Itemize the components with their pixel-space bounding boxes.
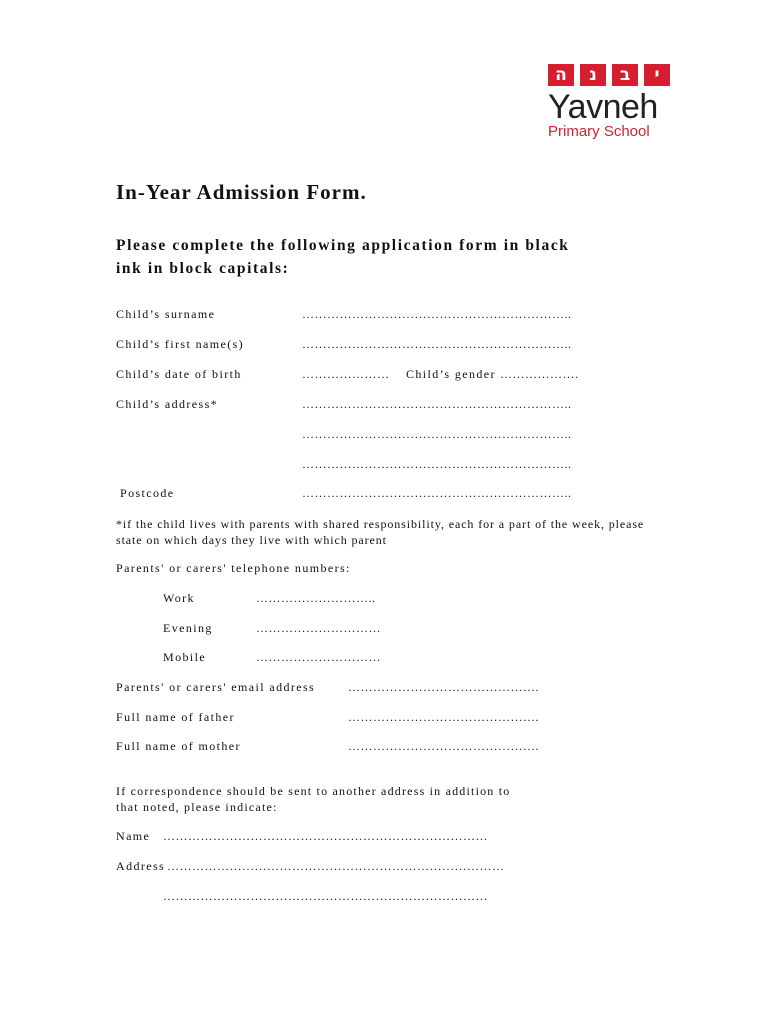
correspondence-name-field[interactable]: …………………………………………………………………… xyxy=(163,829,488,843)
surname-field[interactable]: ……………………………………………………….. xyxy=(302,307,572,321)
evening-phone-label: Evening xyxy=(163,621,213,635)
mobile-phone-label: Mobile xyxy=(163,650,207,664)
correspondence-name-label: Name xyxy=(116,829,151,843)
dob-label: Child’s date of birth xyxy=(116,367,242,381)
school-name: Yavneh xyxy=(548,88,658,126)
mother-name-field[interactable]: ………………………………………. xyxy=(348,739,539,753)
first-name-label: Child’s first name(s) xyxy=(116,337,245,351)
mobile-phone-field[interactable]: ………………………… xyxy=(256,650,381,664)
postcode-field[interactable]: ……………………………………………………….. xyxy=(302,486,572,500)
evening-phone-field[interactable]: ………………………… xyxy=(256,621,381,635)
hebrew-letter: י xyxy=(644,64,670,86)
father-name-field[interactable]: ………………………………………. xyxy=(348,710,539,724)
first-name-field[interactable]: ……………………………………………………….. xyxy=(302,337,572,351)
hebrew-letter: ב xyxy=(612,64,638,86)
postcode-label: Postcode xyxy=(120,486,175,500)
phone-numbers-heading: Parents' or carers' telephone numbers: xyxy=(116,561,351,575)
correspondence-address-field-line-1[interactable]: ……………………………………………………………………… xyxy=(167,859,505,873)
correspondence-address-field-line-2[interactable]: …………………………………………………………………… xyxy=(163,889,488,903)
address-field-line-3[interactable]: ……………………………………………………….. xyxy=(302,457,572,471)
father-name-label: Full name of father xyxy=(116,710,235,724)
work-phone-field[interactable]: ……………………….. xyxy=(256,591,376,605)
hebrew-letter-boxes xyxy=(548,64,680,86)
address-field-line-1[interactable]: ……………………………………………………….. xyxy=(302,397,572,411)
address-label: Child’s address* xyxy=(116,397,219,411)
address-field-line-2[interactable]: ……………………………………………………….. xyxy=(302,427,572,441)
form-title: In-Year Admission Form. xyxy=(116,180,367,204)
hebrew-letter: ה xyxy=(548,64,574,86)
form-instructions: Please complete the following application form in black ink in block capitals: xyxy=(116,237,570,277)
correspondence-address-label: Address xyxy=(116,859,166,873)
shared-responsibility-footnote: *if the child lives with parents with shared responsibility, each for a part of the week, please state on which days they live with which parent xyxy=(116,517,645,547)
work-phone-label: Work xyxy=(163,591,195,605)
correspondence-note: If correspondence should be sent to another address in addition to that noted, please indicate: xyxy=(116,784,511,814)
gender-label: Child’s gender xyxy=(406,367,496,381)
school-subtitle: Primary School xyxy=(548,123,650,140)
email-label: Parents' or carers' email address xyxy=(116,680,316,694)
gender-field[interactable]: ………………. xyxy=(500,367,579,381)
surname-label: Child’s surname xyxy=(116,307,216,321)
dob-field[interactable]: ………………… xyxy=(302,367,390,381)
mother-name-label: Full name of mother xyxy=(116,739,241,753)
email-field[interactable]: ………………………………………. xyxy=(348,680,539,694)
hebrew-letter: נ xyxy=(580,64,606,86)
school-logo xyxy=(548,64,680,140)
